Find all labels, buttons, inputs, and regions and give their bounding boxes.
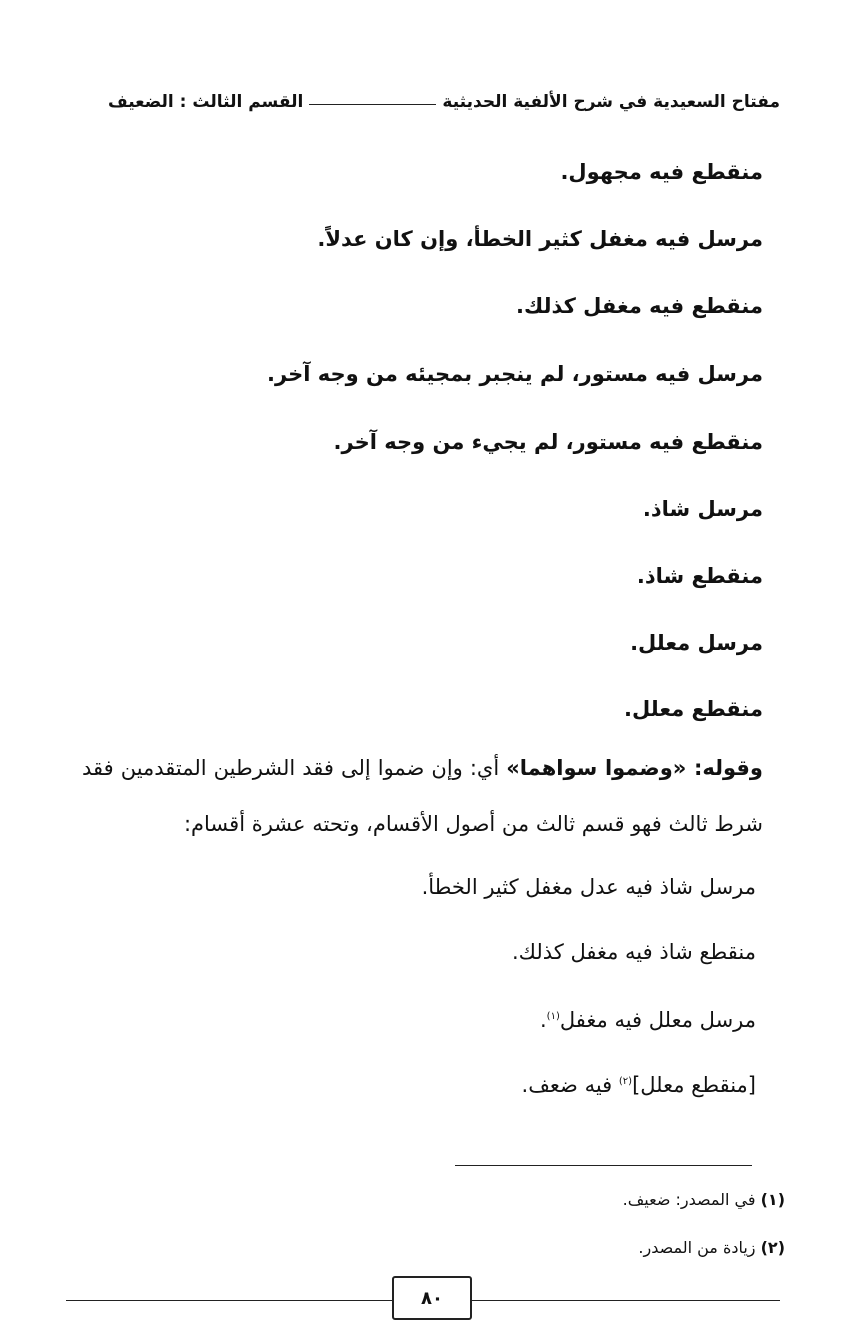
body-line: منقطع فيه مجهول. — [560, 160, 763, 184]
footnote-number: (١) — [760, 1190, 785, 1209]
body-line-end: . — [539, 1008, 547, 1032]
body-line: منقطع فيه مستور، لم يجيء من وجه آخر. — [333, 430, 763, 454]
footnote-text: في المصدر: ضعيف. — [622, 1190, 761, 1209]
footnote-separator — [455, 1165, 752, 1166]
footnote-ref-1: (١) — [546, 1011, 560, 1022]
footnote-text: زيادة من المصدر. — [638, 1238, 761, 1257]
footnote — [623, 1190, 785, 1209]
footnote-ref-2: (٢) — [618, 1076, 633, 1087]
footnote-number: (٢) — [760, 1238, 785, 1257]
body-line: مرسل فيه مغفل كثير الخطأ، وإن كان عدلاً. — [317, 227, 763, 251]
paragraph-line-2: شرط ثالث فهو قسم ثالث من أصول الأقسام، وتحته عشرة أقسام: — [183, 812, 763, 836]
footnote — [638, 1238, 785, 1257]
page-number: ٨٠ — [392, 1276, 472, 1320]
header-section: القسم الثالث : الضعيف — [108, 92, 304, 112]
running-header — [108, 82, 780, 122]
body-line-end: فيه ضعف. — [521, 1073, 619, 1097]
body-line-text: مرسل معلل فيه مغفل — [559, 1008, 756, 1032]
paragraph-line-1 — [82, 756, 763, 780]
body-line: منقطع معلل. — [624, 697, 763, 721]
paragraph-quote: «وضموا سواهما» — [506, 756, 687, 780]
body-line: منقطع شاذ فيه مغفل كذلك. — [512, 940, 756, 964]
paragraph-lead: وقوله: — [686, 756, 763, 780]
body-line-with-footnote — [540, 1008, 756, 1032]
body-line-with-footnote — [522, 1073, 756, 1097]
body-line: مرسل معلل. — [630, 631, 763, 655]
paragraph-text: أي: وإن ضموا إلى فقد الشرطين المتقدمين فقد — [82, 756, 507, 780]
footer-rule-right — [470, 1300, 780, 1301]
body-line-text: [منقطع معلل] — [632, 1073, 756, 1097]
header-rule — [309, 104, 436, 105]
body-line: منقطع فيه مغفل كذلك. — [516, 294, 763, 318]
body-line: مرسل شاذ. — [642, 497, 763, 521]
header-book-title: مفتاح السعيدية في شرح الألفية الحديثية — [442, 92, 780, 112]
footer-rule-left — [66, 1300, 392, 1301]
body-line: مرسل شاذ فيه عدل مغفل كثير الخطأ. — [421, 875, 756, 899]
body-line: منقطع شاذ. — [636, 564, 763, 588]
body-line: مرسل فيه مستور، لم ينجبر بمجيئه من وجه آخر. — [267, 362, 763, 386]
